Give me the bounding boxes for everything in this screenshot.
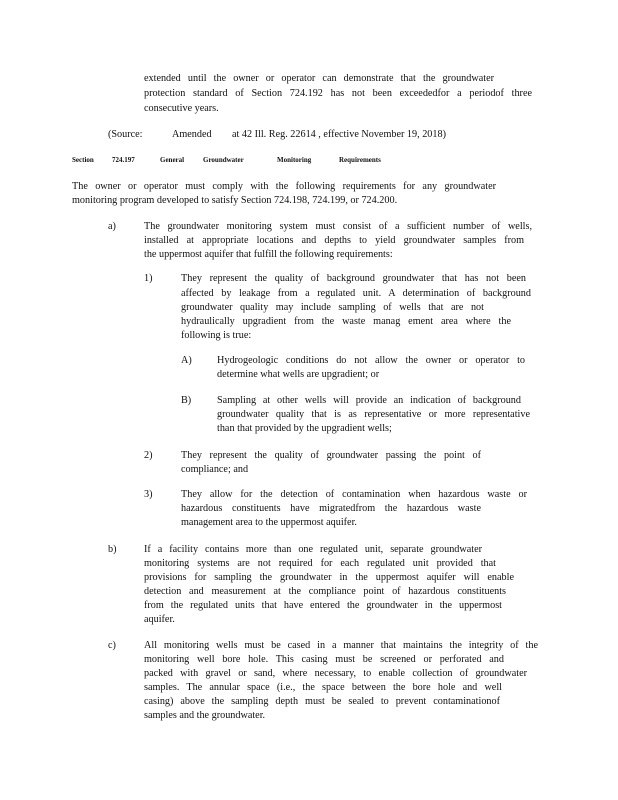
item-line: than that provided by the upgradient wells; xyxy=(217,423,392,434)
item-label: b) xyxy=(108,544,117,555)
item-label: B) xyxy=(181,395,192,406)
intro-line: protection standard of Section 724.192 has not been exceededfor a periodof three xyxy=(144,88,532,99)
item-line: They represent the quality of background groundwater that has not been xyxy=(181,273,526,284)
item-line: groundwater quality that is as representative or more representative xyxy=(217,409,530,420)
item-line: affected by leakage from a regulated unit. A determination of background xyxy=(181,288,531,299)
source-citation: at 42 Ill. Reg. 22614 , effective November 19, 2018) xyxy=(232,129,446,140)
item-line: Sampling at other wells will provide an indication of background xyxy=(217,395,521,406)
source-amended: Amended xyxy=(172,129,212,140)
section-title-word: General xyxy=(160,156,185,164)
item-line: hazardous constituents have migratedfrom the hazardous waste xyxy=(181,503,481,514)
section-title-word: Requirements xyxy=(339,156,381,164)
item-line: detection and measurement at the compliance point of hazardous constituents xyxy=(144,586,506,597)
item-line: groundwater quality may include sampling of wells that are not xyxy=(181,302,484,313)
preamble-line: monitoring program developed to satisfy Section 724.198, 724.199, or 724.200. xyxy=(72,195,398,206)
item-line: hydraulically upgradient from the waste manag ement area where the xyxy=(181,316,511,327)
item-line: aquifer. xyxy=(144,614,175,625)
item-label: 2) xyxy=(144,450,153,461)
section-word: Section xyxy=(72,156,94,164)
item-line: installed at appropriate locations and depths to yield groundwater samples from xyxy=(144,235,524,246)
item-line: following is true: xyxy=(181,330,252,341)
item-line: casing) above the sampling depth must be sealed to prevent contaminationof xyxy=(144,696,500,707)
item-line: If a facility contains more than one regulated unit, separate groundwater xyxy=(144,544,482,555)
item-line: provisions for sampling the groundwater in the uppermost aquifer will enable xyxy=(144,572,514,583)
item-line: from the regulated units that have entered the groundwater in the uppermost xyxy=(144,600,502,611)
item-label: 3) xyxy=(144,489,153,500)
item-line: They represent the quality of groundwater passing the point of xyxy=(181,450,481,461)
item-label: 1) xyxy=(144,273,153,284)
item-label: a) xyxy=(108,221,116,232)
item-line: monitoring well bore hole. This casing must be screened or perforated and xyxy=(144,654,504,665)
preamble-line: The owner or operator must comply with the following requirements for any groundwater xyxy=(72,181,496,192)
item-line: Hydrogeologic conditions do not allow the owner or operator to xyxy=(217,355,525,366)
item-line: All monitoring wells must be cased in a manner that maintains the integrity of the xyxy=(144,640,538,651)
item-line: They allow for the detection of contamination when hazardous waste or xyxy=(181,489,527,500)
item-line: monitoring systems are not required for each regulated unit provided that xyxy=(144,558,496,569)
item-line: management area to the uppermost aquifer. xyxy=(181,517,357,528)
item-label: A) xyxy=(181,355,192,366)
intro-line: extended until the owner or operator can demonstrate that the groundwater xyxy=(144,73,494,84)
item-line: determine what wells are upgradient; or xyxy=(217,369,380,380)
item-line: the uppermost aquifer that fulfill the following requirements: xyxy=(144,249,393,260)
section-title-word: Monitoring xyxy=(277,156,312,164)
item-line: samples and the groundwater. xyxy=(144,710,266,721)
section-title-word: Groundwater xyxy=(203,156,244,164)
item-line: compliance; and xyxy=(181,464,249,475)
item-line: samples. The annular space (i.e., the space between the bore hole and well xyxy=(144,682,502,693)
item-label: c) xyxy=(108,640,116,651)
item-line: packed with gravel or sand, where necessary, to enable collection of groundwater xyxy=(144,668,527,679)
section-number: 724.197 xyxy=(112,156,135,164)
item-line: The groundwater monitoring system must consist of a sufficient number of wells, xyxy=(144,221,532,232)
source-open: (Source: xyxy=(108,129,143,140)
intro-line: consecutive years. xyxy=(144,103,219,114)
